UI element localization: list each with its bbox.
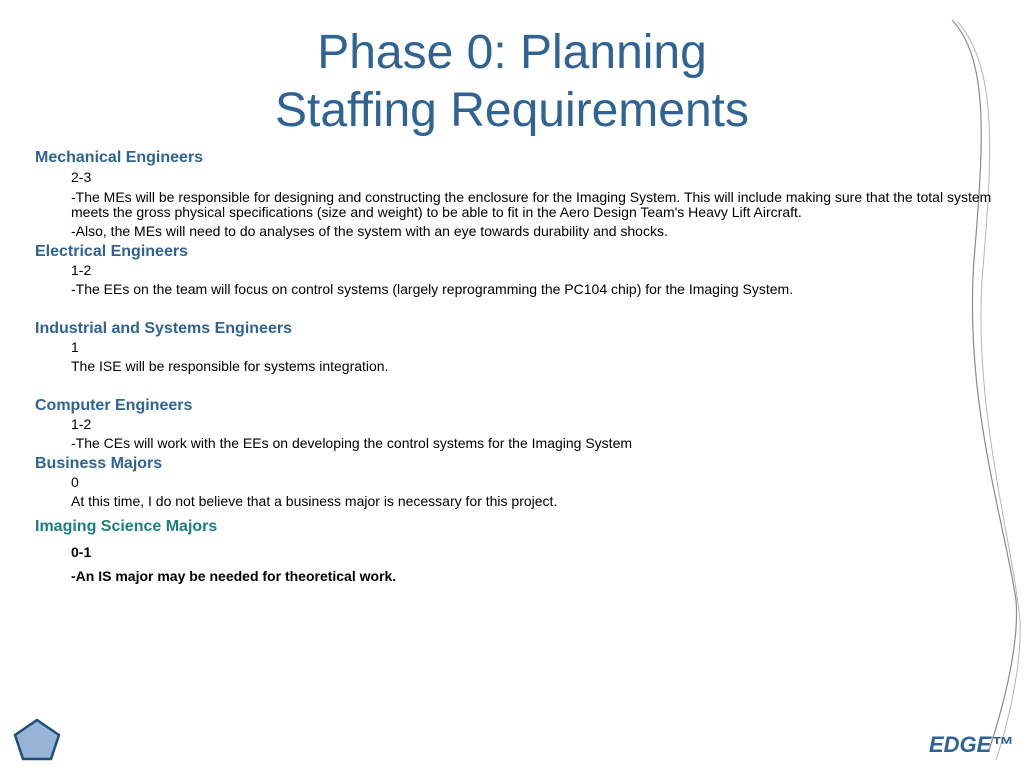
- section-line: At this time, I do not believe that a business major is necessary for this project.: [71, 493, 558, 509]
- section-line: -The EEs on the team will focus on control systems (largely reprogramming the PC104 chip) for the Imaging System.: [71, 281, 794, 297]
- section-count: 0-1: [71, 544, 92, 560]
- section-count: 1-2: [71, 416, 92, 432]
- section-line: -Also, the MEs will need to do analyses of the system with an eye towards durability and shocks.: [71, 223, 668, 239]
- section-heading: Imaging Science Majors: [35, 518, 218, 535]
- staffing-list: [35, 148, 1000, 584]
- section-line: -The MEs will be responsible for designing and constructing the enclosure for the Imaging System. This will include making sure that the total system meets the gross physical specifications (size and weight) to be able to fit in the Aero Design Team's Heavy Lift Aircraft.: [71, 189, 992, 220]
- section-count: 1: [71, 339, 79, 355]
- section-computer-engineers: [35, 396, 1000, 451]
- title-line-1: Phase 0: Planning: [317, 26, 707, 79]
- section-heading: Electrical Engineers: [35, 243, 188, 260]
- section-heading: Business Majors: [35, 455, 163, 472]
- section-line: The ISE will be responsible for systems integration.: [71, 358, 389, 374]
- section-industrial-systems-engineers: [35, 319, 1000, 374]
- section-line: -An IS major may be needed for theoretical work.: [71, 568, 397, 584]
- section-imaging-science-majors: [35, 517, 1000, 584]
- section-electrical-engineers: [35, 242, 1000, 297]
- section-count: 0: [71, 474, 79, 490]
- edge-logo: EDGE™: [929, 732, 1014, 757]
- section-count: 2-3: [71, 169, 92, 185]
- section-business-majors: [35, 454, 1000, 509]
- pentagon-icon: [12, 718, 62, 762]
- section-count: 1-2: [71, 262, 92, 278]
- title-line-2: Staffing Requirements: [274, 84, 750, 137]
- section-line: -The CEs will work with the EEs on developing the control systems for the Imaging System: [71, 435, 633, 451]
- section-heading: Mechanical Engineers: [35, 149, 204, 166]
- section-heading: Industrial and Systems Engineers: [35, 320, 292, 337]
- section-mechanical-engineers: [35, 148, 1000, 239]
- slide-title: [0, 24, 1024, 140]
- section-heading: Computer Engineers: [35, 397, 193, 414]
